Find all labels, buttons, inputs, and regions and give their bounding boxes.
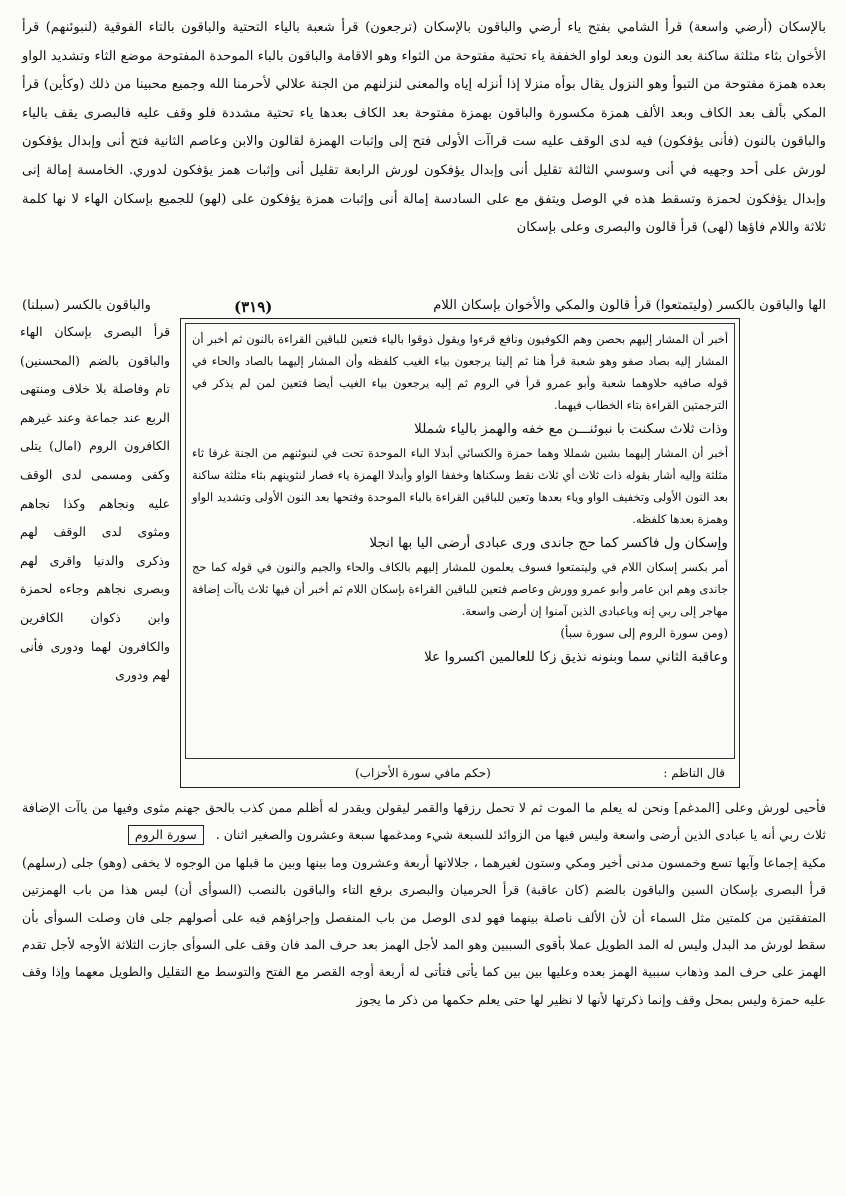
verse-line: وذات ثلاث سكنت با نبوئنـــن مع خفه والهمز بالياء شمللا xyxy=(414,421,728,437)
bottom-paragraph: مكية إجماعا وآيها تسع وخمسون مدنى أخير ومكي وستون لغيرهما ، جلالاتها أربعة وعشرون وما بينها وبين ما قبلها من الوجوه لا يخفى (وهو) جلى (رسلهم) قرأ البصرى بإسكان السين والباقون بالضم (كان عاقبة) قرأ الحرميان والبصرى برفع التاء والباقون بالنصب (السوأى أن) ليس هذا من باب الهمزتين المتفقتين من كلمتين مثل السماء أن لأن الألف ناصلة بينهما فهو لدى الوصل من باب المنفصل وإجراؤهم فيه على أصولهم جلى فان وصلت السوأى بأن سقط لورش مد البدل وليس له المد الطويل عملا بأقوى السببين وهو المد لأجل الهمز بعد حرف المد فان وقف على السوأى جازت الثلاثة الأوجه لأجل تقدم الهمز على حرف المد وذهاب سببية الهمز بعده وعليها بين بين كما يأتى فتأتى له أربعة أوجه القصر مع الفتح والتوسط مع التقليل والطويل معهما وإذا وقف عليه حمزة وليس بمحل وقف وإنما ذكرتها لأنها لا نظير لها حتى يعلم حكمها من ذكر ما يجوز xyxy=(22,854,826,1007)
poem-box-inner xyxy=(185,323,735,759)
box-paragraph: أخبر أن المشار إليهم بحصن وهم الكوفيون ونافع قرءوا ويقول ذوقوا بالياء فتعين للباقين القراءة بالنون ثم أخبر أن المشار إليه بصاد صفو وهو شعبة قرأ هنا ثم إلينا يرجعون بياء الغيب كلفظه وأن المشار إليهما بالصاد والحاء في قوله صافيه حلاوهما شعبة وأبو عمرو قرأ في الروم ثم إليه يرجعون بياء الغيب أيضا فتعين لمن لم يذكر في الترجمتين القراءة بتاء الخطاب فيهما. xyxy=(192,332,728,412)
line-right-text: الها والباقون بالكسر (وليتمتعوا) قرأ قالون والمكي والأخوان بإسكان اللام xyxy=(433,298,826,313)
verse-line: وعاقبة الثاني سما وبنونه نذيق زكا للعالمين اكسروا علا xyxy=(424,649,728,665)
bottom-paragraph xyxy=(22,794,826,849)
verse-line: وإسكان ول فاكسر كما حج جاندى ورى عبادى أرضى اليا بها انجلا xyxy=(369,535,728,551)
poem-box xyxy=(180,318,740,788)
side-column-text: قرأ البصرى بإسكان الهاء والباقون بالضم (المحسنين) تام وفاصلة بلا خلاف ومنتهى الربع عند جماعة وعند غيرهم الكافرون الروم (امال) يتلى وكفى ومسمى لدى الوقف عليه ونجاهم وكذا نجاهم ومثوى لدى الوقف لهم وذكرى والدنيا واقرى لهم وبصرى نجاهم وجاءه لحمزة وابن ذكوان الكافرين والكافرون لهما ودورى فأنى لهم ودورى xyxy=(20,324,170,683)
box-paragraph: أخبر أن المشار إليهما بشين شمللا وهما حمزة والكسائي أبدلا الباء الموحدة تحت في لنبوئنهم من الجنة غرفا ثاء مثلثة وإليه أشار بقوله ذات ثلاث أي ثلاث نقط وسكناها وخففا الواو وأبدلا الهمزة ياء فصار لنثوينهم بثاء مثلثة ساكنة بعد النون الأولى وتخفيف الواو وياء بعدها وتعين للباقين القراءة بالباء الموحدة وفتحها بعد النون الأولى وتشديد الواو وهمزة بعدها كلفظه. xyxy=(192,446,728,526)
surah-range-note: (ومن سورة الروم إلى سورة سبأ) xyxy=(560,626,728,640)
poem-box-footer xyxy=(185,761,735,785)
bottom-commentary xyxy=(22,794,826,1013)
bottom-paragraph-text: فأحيى لورش وعلى [المدغم] ونحن له يعلم ما الموت ثم لا تحمل رزقها والقمر ليقولن ويقدر له أظلم ممن كذب بالحق جهنم مثوى وفيها من ياآت الإضافة ثلاث ربي أنه يا عبادى الذين أرضى واسعة وليس فيها من الزوائد للسبعة شيء ومدغمها سبعة وعشرون والصغير اثنان . xyxy=(22,800,826,843)
line-left-text: والباقون بالكسر (سبلنا) xyxy=(22,298,151,313)
surah-heading-badge: سورة الروم xyxy=(128,825,204,845)
footer-title: (حكم مافي سورة الأحزاب) xyxy=(355,766,491,780)
page-number: (٣١٩) xyxy=(234,298,273,316)
box-paragraph: أمر بكسر إسكان اللام في وليتمتعوا فسوف يعلمون للمشار إليهم بالكاف والحاء والجيم والنون في قوله كما حج جاندى وهم ابن عامر وأبو عمرو وورش وعاصم فتعين للباقين القراءة بإسكان اللام ثم أخبر أن فيها ثلاث ياآت إضافة مهاجر إلى ربي إنه وياعبادى الذين آمنوا إن أرضى واسعة. xyxy=(192,560,728,618)
footer-label: قال الناظم : xyxy=(663,766,725,780)
top-commentary: بالإسكان (أرضي واسعة) قرأ الشامي بفتح ياء أرضي والباقون بالإسكان (ترجعون) قرأ شعبة بالياء التحتية والباقون بالتاء الفوقية (لنبوئنهم) قرأ الأخوان بثاء مثلثة ساكنة بعد النون وبعد لواو الخففة ياء تحتية مفتوحة من الثواء وهو الاقامة والباقون بالباء الموحدة المفتوحة موضع الثاء وتشديد الواو بعده همزة مفتوحة من التبوأ وهو النزول يقال بوأه منزلا إذا أنزله إياه والمعنى لنزلنهم من الجنة علالي لأحرمنا الله وجميع محبينا من ذلك (وكأين) قرأ المكي بألف بعد الكاف وبعد الألف همزة مكسورة والباقون بهمزة مفتوحة بعد الكاف بعدها ياء تحتية مشددة فلو وقف عليه فالبصرى يقف بالياء والباقون بالنون (فأنى يؤفكون) فيه لدى الوقف عليه ست قراآت الأولى فتح إلى وإثبات الهمزة لقالون والابن وعاصم الثانية فتح أنى وإبدال يؤفكون لورش على أحد وجهيه في أنى وسوسي الثالثة تقليل أنى وإبدال يؤفكون لورش الرابعة تقليل أنى وإثبات همز يؤفكون لدوري. الخامسة إمالة إنى وإبدال يؤفكون لحمزة وتسقط هذه في الوصل ويتفق مع على السادسة إمالة أنى وإثبات همزة يؤفكون على (لهو) للجميع بإسكان الهاء لا نها كلمة ثلاثة واللام فاؤها (لهى) قرأ قالون والبصرى وعلى بإسكان xyxy=(22,20,826,236)
